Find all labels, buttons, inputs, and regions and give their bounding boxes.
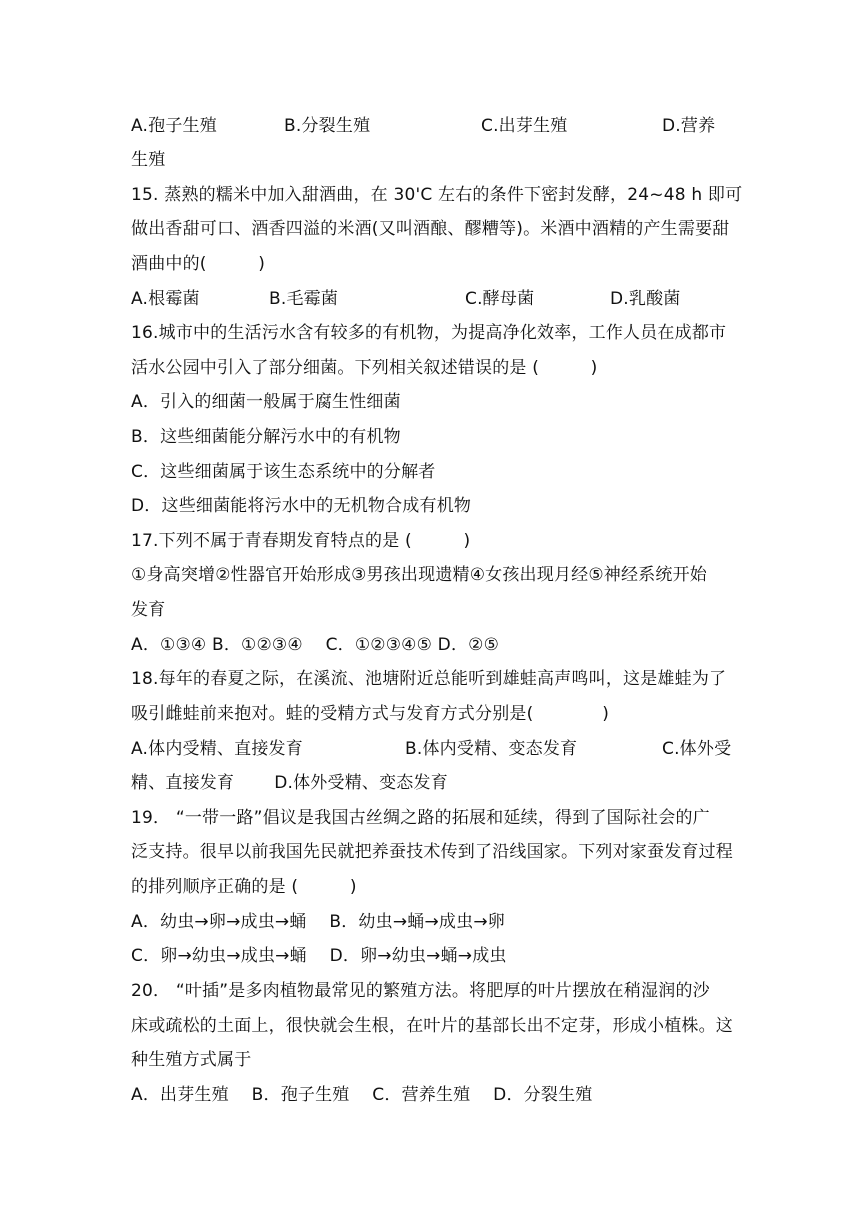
q15-option-b: B.毛霉菌 bbox=[269, 289, 339, 309]
q16-option-a: A．引入的细菌一般属于腐生性细菌 bbox=[131, 392, 401, 412]
q14-option-d: D.营养 bbox=[662, 116, 716, 136]
q18-stem-line-2: 吸引雌蛙前来抱对。蛙的受精方式与发育方式分别是( ) bbox=[131, 704, 610, 724]
q19-stem-line-3: 的排列顺序正确的是 ( ) bbox=[131, 877, 357, 897]
q20-stem-line-1: 20． “叶插”是多肉植物最常见的繁殖方法。将肥厚的叶片摆放在稍湿润的沙 bbox=[131, 981, 710, 1001]
q16-stem-line-2: 活水公园中引入了部分细菌。下列相关叙述错误的是 ( ) bbox=[131, 358, 598, 378]
q17-options-row: A．①③④ B．①②③④ C．①②③④⑤ D．②⑤ bbox=[131, 635, 500, 655]
q15-option-c: C.酵母菌 bbox=[465, 289, 535, 309]
q14-option-c: C.出芽生殖 bbox=[481, 116, 568, 136]
q16-option-d: D．这些细菌能将污水中的无机物合成有机物 bbox=[131, 496, 472, 516]
q14-option-a: A.孢子生殖 bbox=[131, 116, 217, 136]
q16-option-c: C．这些细菌属于该生态系统中的分解者 bbox=[131, 462, 436, 482]
q14-option-wrap: 生殖 bbox=[131, 150, 166, 170]
q18-option-c: C.体外受 bbox=[662, 739, 732, 759]
q17-stem-line-2: ①身高突增②性器官开始形成③男孩出现遗精④女孩出现月经⑤神经系统开始 bbox=[131, 565, 707, 585]
q15-options-row bbox=[131, 287, 731, 311]
q18-stem-line-1: 18.每年的春夏之际，在溪流、池塘附近总能听到雄蛙高声鸣叫，这是雄蛙为了 bbox=[131, 669, 727, 689]
q15-stem-line-3: 酒曲中的( ) bbox=[131, 254, 266, 274]
q17-stem-line-3: 发育 bbox=[131, 600, 166, 620]
q14-options-row bbox=[131, 114, 731, 138]
q16-stem-line-1: 16.城市中的生活污水含有较多的有机物，为提高净化效率，工作人员在成都市 bbox=[131, 323, 727, 343]
q17-stem-line-1: 17.下列不属于青春期发育特点的是 ( ) bbox=[131, 531, 471, 551]
q19-stem-line-1: 19． “一带一路”倡议是我国古丝绸之路的拓展和延续，得到了国际社会的广 bbox=[131, 808, 710, 828]
q15-option-d: D.乳酸菌 bbox=[610, 289, 681, 309]
q20-stem-line-3: 种生殖方式属于 bbox=[131, 1050, 252, 1070]
q19-options-row-1: A．幼虫→卵→成虫→蛹 B．幼虫→蛹→成虫→卵 bbox=[131, 912, 505, 932]
q15-option-a: A.根霉菌 bbox=[131, 289, 200, 309]
q16-option-b: B．这些细菌能分解污水中的有机物 bbox=[131, 427, 401, 447]
q18-option-a: A.体内受精、直接发育 bbox=[131, 739, 303, 759]
q18-options-row bbox=[131, 737, 731, 761]
q20-stem-line-2: 床或疏松的土面上，很快就会生根，在叶片的基部长出不定芽，形成小植株。这 bbox=[131, 1016, 733, 1036]
q19-stem-line-2: 泛支持。很早以前我国先民就把养蚕技术传到了沿线国家。下列对家蚕发育过程 bbox=[131, 842, 733, 862]
q15-stem-line-2: 做出香甜可口、酒香四溢的米酒(又叫酒酿、醪糟等)。米酒中酒精的产生需要甜 bbox=[131, 219, 730, 239]
q15-stem-line-1: 15. 蒸熟的糯米中加入甜酒曲，在 30'C 左右的条件下密封发酵，24~48 h 即可 bbox=[131, 185, 743, 205]
q20-options-row: A．出芽生殖 B．孢子生殖 C．营养生殖 D．分裂生殖 bbox=[131, 1085, 593, 1105]
q19-options-row-2: C．卵→幼虫→成虫→蛹 D．卵→幼虫→蛹→成虫 bbox=[131, 946, 507, 966]
q18-options-row-2: 精、直接发育 D.体外受精、变态发育 bbox=[131, 773, 448, 793]
q18-option-b: B.体内受精、变态发育 bbox=[405, 739, 578, 759]
q14-option-b: B.分裂生殖 bbox=[284, 116, 371, 136]
